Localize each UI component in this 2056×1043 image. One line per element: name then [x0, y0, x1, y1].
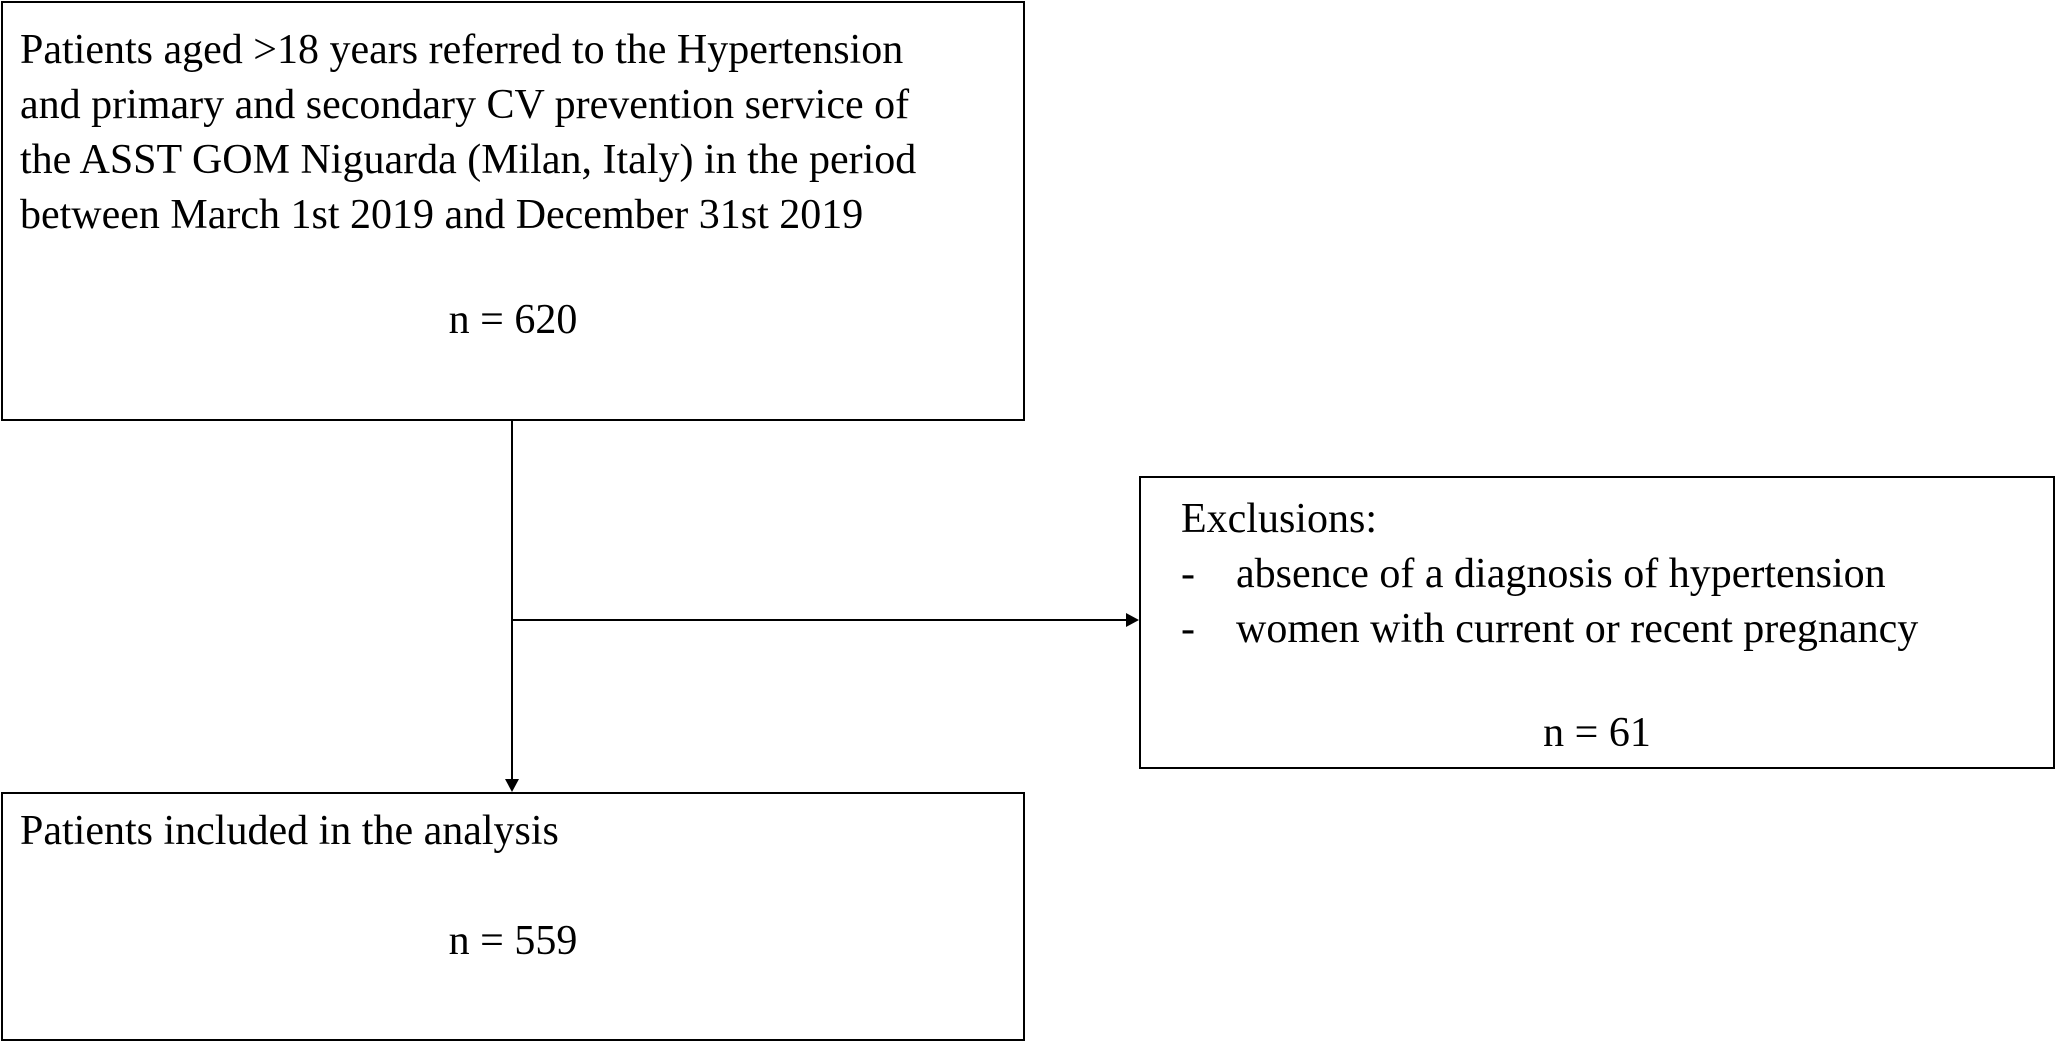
source-line: Patients aged >18 years referred to the Hypertension: [20, 27, 904, 73]
source-population-description: [20, 23, 916, 243]
exclusion-item-text: women with current or recent pregnancy: [1236, 606, 1919, 652]
source-line: between March 1st 2019 and December 31st 2019: [20, 192, 864, 238]
exclusions-box: [1139, 476, 2055, 769]
source-line: the ASST GOM Niguarda (Milan, Italy) in the period: [20, 137, 917, 183]
arrowhead-to-exclusions: [1126, 613, 1139, 627]
included-patients-count: n = 559: [448, 918, 578, 964]
exclusions-count: n = 61: [1543, 710, 1651, 756]
arrowhead-to-included: [505, 779, 519, 792]
source-line: and primary and secondary CV prevention service of: [20, 82, 910, 128]
exclusion-bullet: -: [1181, 551, 1195, 597]
source-population-count: n = 620: [448, 297, 578, 343]
exclusion-bullet: -: [1181, 606, 1195, 652]
included-patients-label: Patients included in the analysis: [20, 808, 559, 854]
source-population-box: [1, 1, 1025, 421]
included-patients-box: [1, 792, 1025, 1041]
exclusion-item-text: absence of a diagnosis of hypertension: [1236, 551, 1886, 597]
exclusions-title: Exclusions:: [1181, 496, 1377, 542]
